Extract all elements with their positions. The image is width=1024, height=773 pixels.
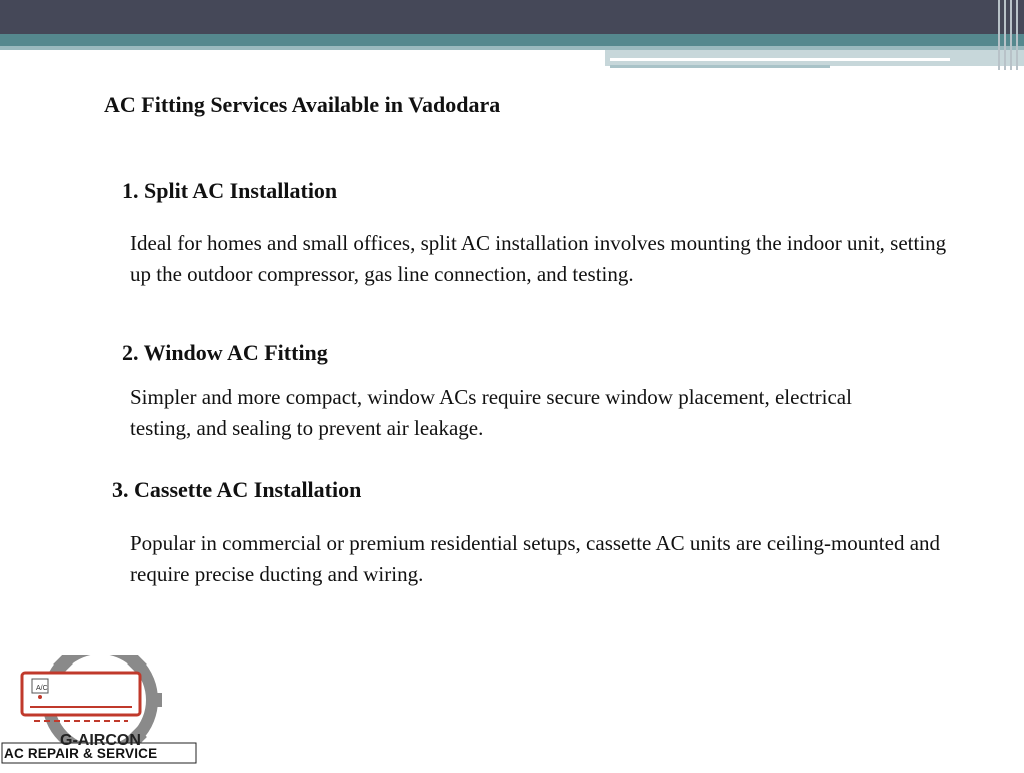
header-dark-band <box>0 0 1024 34</box>
header-line <box>610 58 950 61</box>
logo-company-name: G-AIRCON <box>60 732 141 749</box>
logo-unit-label: A/C <box>36 685 48 692</box>
logo-tagline: AC REPAIR & SERVICE <box>4 746 158 761</box>
header-right-stripes <box>994 0 1024 70</box>
section-heading-cassette-ac: 3. Cassette AC Installation <box>112 477 362 502</box>
header-line <box>610 65 830 68</box>
section-heading-window-ac: 2. Window AC Fitting <box>122 340 328 365</box>
header-teal-band <box>0 34 1024 46</box>
slide-title: AC Fitting Services Available in Vadodara <box>104 92 501 117</box>
section-heading-split-ac: 1. Split AC Installation <box>122 178 338 203</box>
section-text-window-ac: Simpler and more compact, window ACs require secure window placement, electrical testing, and sealing to prevent air leakage. <box>130 385 852 440</box>
section-text-cassette-ac: Popular in commercial or premium residential setups, cassette AC units are ceiling-mounted and require precise ducting and wiring. <box>130 531 941 586</box>
section-text-split-ac: Ideal for homes and small offices, split AC installation involves mounting the indoor unit, setting up the outdoor compressor, gas line connection, and testing. <box>130 231 947 286</box>
